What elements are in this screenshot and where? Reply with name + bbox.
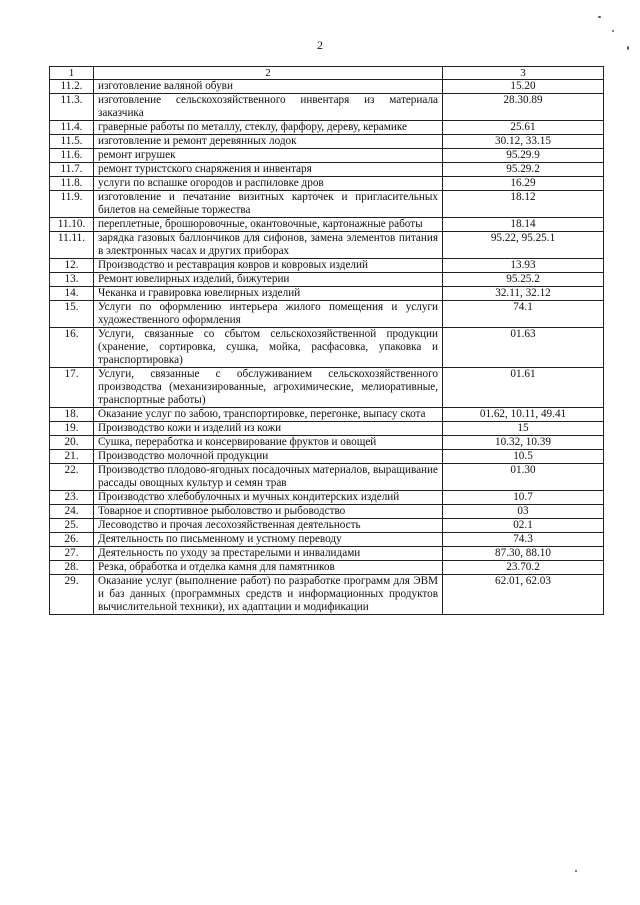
row-number: 24. [50, 505, 94, 519]
table-row [50, 436, 604, 450]
table-row [50, 328, 604, 368]
row-number: 16. [50, 328, 94, 368]
row-code: 18.14 [443, 218, 604, 232]
row-description: Деятельность по уходу за престарелыми и инвалидами [94, 547, 443, 561]
table-row [50, 519, 604, 533]
row-description: граверные работы по металлу, стеклу, фарфору, дереву, керамике [94, 121, 443, 135]
row-number: 26. [50, 533, 94, 547]
table-row [50, 177, 604, 191]
table-row [50, 135, 604, 149]
row-code: 74.3 [443, 533, 604, 547]
table-row [50, 273, 604, 287]
row-code: 02.1 [443, 519, 604, 533]
row-code: 25.61 [443, 121, 604, 135]
row-code: 03 [443, 505, 604, 519]
table-row [50, 301, 604, 328]
row-number: 28. [50, 561, 94, 575]
row-number: 11.6. [50, 149, 94, 163]
table-header-row [50, 67, 604, 80]
row-number: 11.2. [50, 80, 94, 94]
row-code: 23.70.2 [443, 561, 604, 575]
row-number: 20. [50, 436, 94, 450]
row-description: Услуги, связанные со сбытом сельскохозяйственной продукции (хранение, сортировка, сушка, мойка, расфасовка, упаковка и транспортировка) [94, 328, 443, 368]
table-row [50, 163, 604, 177]
row-description: Услуги по оформлению интерьера жилого помещения и услуги художественного оформления [94, 301, 443, 328]
row-code: 01.30 [443, 464, 604, 491]
scan-speck [598, 16, 601, 18]
row-number: 11.8. [50, 177, 94, 191]
row-number: 11.3. [50, 94, 94, 121]
row-code: 15.20 [443, 80, 604, 94]
row-code: 10.5 [443, 450, 604, 464]
header-col-3: 3 [443, 67, 604, 80]
row-description: Оказание услуг (выполнение работ) по разработке программ для ЭВМ и баз данных (программных средств и информационных продуктов вычислительной техники), их адаптации и модификации [94, 575, 443, 615]
row-code: 62.01, 62.03 [443, 575, 604, 615]
row-description: Оказание услуг по забою, транспортировке, перегонке, выпасу скота [94, 408, 443, 422]
row-number: 11.5. [50, 135, 94, 149]
scan-speck [612, 30, 614, 32]
table-body [50, 80, 604, 615]
table-row [50, 191, 604, 218]
row-description: изготовление валяной обуви [94, 80, 443, 94]
row-number: 17. [50, 368, 94, 408]
row-number: 12. [50, 259, 94, 273]
table-row [50, 408, 604, 422]
row-description: Сушка, переработка и консервирование фруктов и овощей [94, 436, 443, 450]
row-code: 95.25.2 [443, 273, 604, 287]
row-code: 95.22, 95.25.1 [443, 232, 604, 259]
page-number: 2 [317, 38, 323, 52]
row-description: Резка, обработка и отделка камня для памятников [94, 561, 443, 575]
row-description: изготовление и ремонт деревянных лодок [94, 135, 443, 149]
row-number: 14. [50, 287, 94, 301]
row-code: 30.12, 33.15 [443, 135, 604, 149]
row-number: 27. [50, 547, 94, 561]
row-description: переплетные, брошюровочные, окантовочные, картонажные работы [94, 218, 443, 232]
row-number: 11.4. [50, 121, 94, 135]
row-code: 32.11, 32.12 [443, 287, 604, 301]
header-col-1: 1 [50, 67, 94, 80]
row-description: ремонт игрушек [94, 149, 443, 163]
scan-speck [575, 870, 577, 872]
table-row [50, 232, 604, 259]
row-code: 87.30, 88.10 [443, 547, 604, 561]
row-description: ремонт туристского снаряжения и инвентаря [94, 163, 443, 177]
row-description: Ремонт ювелирных изделий, бижутерии [94, 273, 443, 287]
row-description: Товарное и спортивное рыболовство и рыбоводство [94, 505, 443, 519]
table-row [50, 575, 604, 615]
row-description: изготовление сельскохозяйственного инвентаря из материала заказчика [94, 94, 443, 121]
row-code: 01.63 [443, 328, 604, 368]
row-code: 10.32, 10.39 [443, 436, 604, 450]
table-row [50, 547, 604, 561]
table-row [50, 287, 604, 301]
table-row [50, 561, 604, 575]
row-number: 23. [50, 491, 94, 505]
row-number: 22. [50, 464, 94, 491]
row-code: 95.29.9 [443, 149, 604, 163]
row-number: 11.7. [50, 163, 94, 177]
table-row [50, 121, 604, 135]
table-row [50, 149, 604, 163]
table-row [50, 450, 604, 464]
row-number: 11.10. [50, 218, 94, 232]
row-number: 25. [50, 519, 94, 533]
table-row [50, 464, 604, 491]
row-code: 95.29.2 [443, 163, 604, 177]
row-code: 13.93 [443, 259, 604, 273]
row-description: Производство хлебобулочных и мучных кондитерских изделий [94, 491, 443, 505]
row-code: 28.30.89 [443, 94, 604, 121]
table-row [50, 94, 604, 121]
row-number: 15. [50, 301, 94, 328]
row-description: Лесоводство и прочая лесохозяйственная деятельность [94, 519, 443, 533]
row-description: Деятельность по письменному и устному переводу [94, 533, 443, 547]
row-description: Производство и реставрация ковров и ковровых изделий [94, 259, 443, 273]
row-code: 01.62, 10.11, 49.41 [443, 408, 604, 422]
row-number: 11.9. [50, 191, 94, 218]
row-number: 13. [50, 273, 94, 287]
row-code: 16.29 [443, 177, 604, 191]
row-description: услуги по вспашке огородов и распиловке дров [94, 177, 443, 191]
row-description: Услуги, связанные с обслуживанием сельскохозяйственного производства (механизированные, агрохимические, мелиоративные, транспортные работы) [94, 368, 443, 408]
row-number: 11.11. [50, 232, 94, 259]
row-description: Производство кожи и изделий из кожи [94, 422, 443, 436]
row-code: 74.1 [443, 301, 604, 328]
row-code: 10.7 [443, 491, 604, 505]
table-row [50, 259, 604, 273]
row-description: Производство молочной продукции [94, 450, 443, 464]
row-number: 29. [50, 575, 94, 615]
row-description: зарядка газовых баллончиков для сифонов, замена элементов питания в электронных часах и других приборах [94, 232, 443, 259]
table-row [50, 533, 604, 547]
row-description: Производство плодово-ягодных посадочных материалов, выращивание рассады овощных культур и семян трав [94, 464, 443, 491]
table-row [50, 218, 604, 232]
row-code: 18.12 [443, 191, 604, 218]
row-code: 01.61 [443, 368, 604, 408]
row-number: 19. [50, 422, 94, 436]
table-row [50, 505, 604, 519]
row-code: 15 [443, 422, 604, 436]
row-description: изготовление и печатание визитных карточек и пригласительных билетов на семейные торжества [94, 191, 443, 218]
table-row [50, 422, 604, 436]
table-row [50, 491, 604, 505]
row-number: 21. [50, 450, 94, 464]
scan-speck [627, 46, 629, 50]
header-col-2: 2 [94, 67, 443, 80]
row-number: 18. [50, 408, 94, 422]
row-description: Чеканка и гравировка ювелирных изделий [94, 287, 443, 301]
services-table [49, 66, 604, 615]
table-row [50, 368, 604, 408]
table-row [50, 80, 604, 94]
